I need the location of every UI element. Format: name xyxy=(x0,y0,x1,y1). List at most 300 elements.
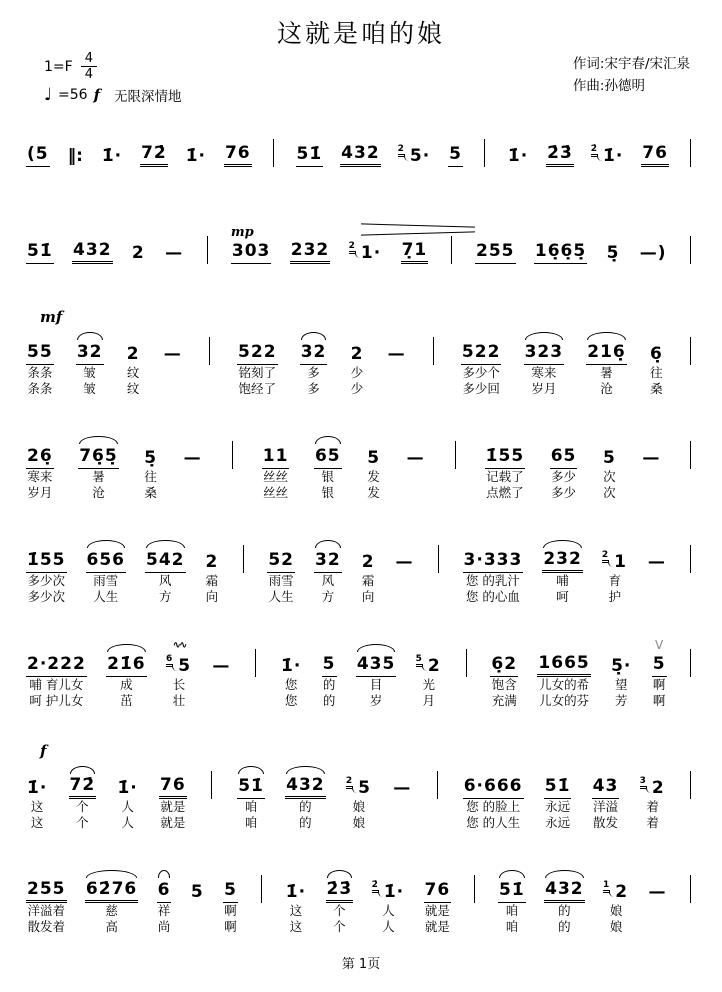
note-group: 5 xyxy=(448,145,463,167)
slur-arc xyxy=(158,870,171,878)
bar-line xyxy=(447,225,457,264)
note-cell xyxy=(387,326,407,397)
note-group: 52 xyxy=(267,551,295,573)
lyric-line-2: 充满 xyxy=(491,693,517,708)
duration-dash: — xyxy=(393,778,412,798)
note-cell xyxy=(652,638,667,709)
note-cell xyxy=(322,638,337,709)
note-cell xyxy=(401,225,429,264)
staff-row xyxy=(26,638,696,709)
lyric-line-1: 望 xyxy=(614,677,628,692)
note-cell xyxy=(290,225,331,264)
note-group: 51̇ xyxy=(544,777,572,799)
note-group: 5 xyxy=(190,882,204,902)
bar-line xyxy=(686,534,696,605)
note-cell xyxy=(366,430,381,501)
lyric-line-1: 银 xyxy=(321,469,335,484)
note-group: 5 xyxy=(358,778,371,798)
note-cell xyxy=(498,864,526,935)
lyric-line-1: 丝丝 xyxy=(263,469,289,484)
note-cell xyxy=(72,225,113,264)
lyric-line-1: 目 xyxy=(369,677,383,692)
note-group: 5̣ xyxy=(606,243,620,263)
key-signature: 1=F xyxy=(44,58,73,75)
note-cell xyxy=(67,128,84,167)
note-group: 1̇· xyxy=(185,146,206,166)
note-group: 303 xyxy=(231,242,272,264)
note-group: 216̣ xyxy=(586,343,627,365)
lyric-line-2: 发 xyxy=(367,485,380,500)
slur-arc xyxy=(525,332,564,340)
slur-arc xyxy=(315,540,341,548)
note-cell xyxy=(224,128,252,167)
lyric-line-2: 啊 xyxy=(224,919,237,934)
lyric-line-1: 哺 xyxy=(556,573,569,588)
lyric-line-1: 记载了 xyxy=(486,469,524,484)
bar-line xyxy=(205,326,215,397)
note-cell xyxy=(296,128,324,167)
lyric-line-2: 您 的人生 xyxy=(466,815,521,830)
note-cell xyxy=(448,128,463,167)
lyric-line-2: 桑 xyxy=(144,485,157,500)
lyric-line-1: 祥 xyxy=(157,903,171,918)
song-title: 这就是咱的娘 xyxy=(276,19,445,48)
bar-line-mark xyxy=(690,337,691,365)
lyric-line-1: 咱 xyxy=(505,903,519,918)
bar-line-mark xyxy=(438,545,439,573)
bar-line xyxy=(429,326,439,397)
note-cell xyxy=(602,430,617,501)
lyric-line-2: 沧 xyxy=(600,381,613,396)
note-cell xyxy=(361,534,376,605)
lyric-line-2: 这 xyxy=(30,815,44,830)
note-group: 43 xyxy=(592,777,620,799)
staff-row xyxy=(26,760,696,831)
slur-arc xyxy=(301,332,327,340)
lyric-line-1: 您 的乳汁 xyxy=(465,573,520,588)
bar-line-mark xyxy=(690,875,691,903)
bar-line xyxy=(686,326,696,397)
note-cell xyxy=(164,225,184,264)
note-cell xyxy=(490,638,518,709)
lyric-line-2: 少 xyxy=(350,381,364,396)
bar-line xyxy=(269,128,279,167)
note-group: 72̇ xyxy=(69,776,97,799)
note-group: 1 xyxy=(614,552,627,572)
duration-dash: — xyxy=(648,882,667,902)
note-cell xyxy=(211,638,231,709)
note-cell xyxy=(507,128,529,167)
lyric-line-2: 皱 xyxy=(83,381,96,396)
note-cell xyxy=(537,638,590,709)
lyric-line-1: 次 xyxy=(603,469,616,484)
note-cell xyxy=(143,430,158,501)
lyric-line-1: 啊 xyxy=(652,677,666,692)
bar-line xyxy=(207,760,217,831)
note-group: 1̇· xyxy=(383,882,405,902)
note-cell xyxy=(223,864,238,935)
grace-note: 3 xyxy=(640,777,646,789)
bar-line xyxy=(686,430,696,501)
note-cell xyxy=(372,864,406,935)
slur-arc xyxy=(86,870,137,878)
slur-arc xyxy=(238,766,264,774)
lyric-line-2: 呵 护儿女 xyxy=(29,693,84,708)
lyric-line-1: 寒来 xyxy=(531,365,557,380)
lyric-line-2: 多少 xyxy=(551,485,577,500)
bar-line-mark xyxy=(273,139,274,167)
note-cell xyxy=(340,128,381,167)
note-cell xyxy=(78,430,119,501)
note-cell xyxy=(76,326,104,397)
lyric-line-2: 尚 xyxy=(157,919,171,934)
bar-line xyxy=(238,534,248,605)
note-group: 5 xyxy=(367,448,381,468)
lyric-line-2: 丝丝 xyxy=(263,485,289,500)
lyric-line-2: 壮 xyxy=(172,693,186,708)
bar-line-mark xyxy=(211,771,212,799)
bar-line-mark xyxy=(437,771,438,799)
duration-dash: — xyxy=(395,552,414,572)
dynamic-mark: f xyxy=(40,742,47,760)
duration-dash: — xyxy=(642,448,661,468)
note-group: 62̇76 xyxy=(85,880,138,903)
note-cell xyxy=(640,760,666,831)
slur-arc xyxy=(146,540,185,548)
lyric-line-2: 啊 xyxy=(652,693,666,708)
slur-arc xyxy=(87,540,126,548)
note-group: 7̣1 xyxy=(401,241,429,264)
lyric-line-1: 雨雪 xyxy=(93,573,119,588)
note-cell xyxy=(592,760,620,831)
note-cell xyxy=(26,864,67,935)
bar-line xyxy=(686,864,696,935)
music-system xyxy=(26,308,696,397)
expression-text: 无限深情地 xyxy=(114,89,182,105)
lyric-line-1: 啊 xyxy=(224,903,237,918)
note-cell xyxy=(85,864,138,935)
note-cell xyxy=(166,638,192,709)
slur-arc xyxy=(327,870,353,878)
note-group: 232 xyxy=(542,550,583,573)
note-group: 2 xyxy=(126,344,140,364)
lyric-line-2: 呵 xyxy=(556,589,569,604)
note-cell xyxy=(475,225,516,264)
lyric-line-1: 这 xyxy=(30,799,44,814)
note-cell xyxy=(106,638,147,709)
note-cell xyxy=(163,326,183,397)
note-cell xyxy=(424,864,452,935)
lyric-line-2: 儿女的芬 xyxy=(539,693,590,708)
bar-line-mark xyxy=(690,236,691,264)
lyric-line-2: 的 xyxy=(299,815,312,830)
note-cell xyxy=(602,534,628,605)
note-group: 6̣2 xyxy=(490,655,518,677)
lyric-line-1: 暑 xyxy=(92,469,105,484)
note-group: 2 xyxy=(651,778,665,798)
note-cell xyxy=(349,225,383,264)
note-group: 2·222 xyxy=(26,655,87,677)
page-number: 第 1页 xyxy=(341,957,381,972)
lyric-line-2: 纹 xyxy=(126,381,140,396)
slur-arc xyxy=(315,436,341,444)
bar-line-mark xyxy=(474,875,475,903)
lyric-line-2: 岁月 xyxy=(27,485,53,500)
note-group: 6 xyxy=(157,881,172,903)
lyricist-credit: 作词:宋宇春/宋汇泉 xyxy=(572,56,690,72)
lyric-line-2: 岁月 xyxy=(531,381,557,396)
note-group: 65 xyxy=(314,447,342,469)
note-cell xyxy=(26,128,50,167)
grace-note: 2̇ xyxy=(591,145,597,157)
slur-arc xyxy=(587,332,626,340)
lyric-line-2: 饱经了 xyxy=(238,381,277,396)
key-tempo-block xyxy=(44,52,182,105)
lyric-line-2: 散发着 xyxy=(27,919,65,934)
note-group: 232 xyxy=(290,241,331,264)
note-cell xyxy=(159,760,187,831)
lyric-line-2: 散发 xyxy=(593,815,619,830)
note-group: 51̇ xyxy=(498,881,526,903)
note-cell xyxy=(237,760,265,831)
staff-row xyxy=(26,225,696,264)
note-group: 5 xyxy=(223,881,238,903)
lyric-line-2: 沧 xyxy=(92,485,105,500)
grace-note: 2 xyxy=(346,777,352,789)
lyric-line-2: 的 xyxy=(558,919,571,934)
bar-line-mark xyxy=(209,337,210,365)
lyric-line-1: 往 xyxy=(144,469,157,484)
repeat-sign: ‖: xyxy=(67,146,83,166)
lyric-line-2: 个 xyxy=(333,919,346,934)
note-cell xyxy=(546,128,574,167)
note-cell xyxy=(542,534,583,605)
slur-arc xyxy=(77,332,103,340)
bar-line xyxy=(256,864,266,935)
note-cell xyxy=(641,430,661,501)
lyric-line-1: 霜 xyxy=(361,573,375,588)
note-group: 5 xyxy=(602,448,616,468)
lyric-line-2: 人 xyxy=(121,815,134,830)
note-cell xyxy=(26,225,54,264)
lyric-line-1: 就是 xyxy=(424,903,450,918)
slur-arc xyxy=(499,870,525,878)
note-cell xyxy=(356,638,397,709)
bar-line xyxy=(203,225,213,264)
lyric-line-1: 霜 xyxy=(205,573,219,588)
note-group: 435 xyxy=(356,655,397,677)
lyric-line-2: 方 xyxy=(158,589,172,604)
note-cell xyxy=(326,864,354,935)
lyric-line-2: 人 xyxy=(382,919,395,934)
grace-note: 5 xyxy=(416,655,422,667)
note-cell xyxy=(285,864,307,935)
lyric-line-1: 寒来 xyxy=(27,469,53,484)
bar-line-mark xyxy=(433,337,434,365)
lyric-line-2: 着 xyxy=(646,815,659,830)
quarter-note-icon: ♩ xyxy=(44,85,53,105)
bar-line xyxy=(432,760,442,831)
lyric-line-1: 发 xyxy=(367,469,380,484)
note-group: 32 xyxy=(300,343,328,365)
lyric-line-1: 儿女的希 xyxy=(539,677,590,692)
note-cell xyxy=(267,534,295,605)
note-cell xyxy=(190,864,205,935)
note-cell xyxy=(648,864,668,935)
bar-line-mark xyxy=(690,545,691,573)
note-group: 2 xyxy=(131,243,145,263)
time-signature-numerator: 4 xyxy=(81,52,97,67)
note-group: 6·666 xyxy=(463,777,524,799)
note-cell xyxy=(647,534,667,605)
note-cell xyxy=(140,128,168,167)
note-cell xyxy=(185,128,207,167)
bar-line-mark xyxy=(455,441,456,469)
note-group: 32 xyxy=(76,343,104,365)
note-group: 2 xyxy=(615,882,629,902)
note-group: 432 xyxy=(285,776,326,799)
note-cell xyxy=(131,225,146,264)
note-cell xyxy=(524,326,565,397)
note-cell xyxy=(463,760,524,831)
lyric-line-1: 永远 xyxy=(545,799,571,814)
note-group: 2 xyxy=(205,552,219,572)
note-group: 2 xyxy=(361,552,375,572)
note-group: 32 xyxy=(314,551,342,573)
bar-line-mark xyxy=(690,649,691,677)
note-group: 1̇· xyxy=(117,778,138,798)
note-group: 6̣ xyxy=(649,344,663,364)
note-group: 2 xyxy=(427,656,441,676)
note-cell xyxy=(544,760,572,831)
lyric-line-1: 雨雪 xyxy=(268,573,294,588)
bar-line-mark xyxy=(690,771,691,799)
lyric-line-1: 洋溢着 xyxy=(27,903,65,918)
note-group: 255 xyxy=(475,242,516,264)
composer-credit: 作曲:孙德明 xyxy=(572,77,645,94)
lyric-line-2: 方 xyxy=(321,589,335,604)
lyric-line-1: 这 xyxy=(289,903,303,918)
note-group: 76 xyxy=(159,776,187,799)
note-group: 76 xyxy=(424,881,452,903)
lyric-line-1: 饱含 xyxy=(491,677,517,692)
lyric-line-1: 多少 xyxy=(551,469,577,484)
note-group: 5· xyxy=(409,146,431,166)
note-cell xyxy=(461,326,502,397)
bar-line-mark xyxy=(207,236,208,264)
lyric-line-1: 个 xyxy=(76,799,89,814)
lyric-line-1: 长 xyxy=(172,677,186,692)
note-group: 72̇ xyxy=(140,144,168,167)
lyric-line-1: 娘 xyxy=(352,799,366,814)
tempo-value: =56 xyxy=(58,87,88,103)
bar-line xyxy=(686,128,696,167)
lyric-line-2: 多少回 xyxy=(462,381,500,396)
note-cell xyxy=(69,760,97,831)
note-cell xyxy=(26,430,54,501)
lyric-line-1: 的 xyxy=(299,799,312,814)
bar-line-mark xyxy=(484,139,485,167)
lyric-line-2: 您 的心血 xyxy=(465,589,520,604)
mordent-ornament: ∿∿ xyxy=(172,640,186,651)
note-cell xyxy=(157,864,172,935)
note-group: 51̇ xyxy=(237,777,265,799)
note-cell xyxy=(606,225,621,264)
duration-dash: — xyxy=(163,344,182,364)
note-group: 65 xyxy=(550,447,578,469)
note-group: 5̣· xyxy=(611,656,632,676)
note-cell xyxy=(26,326,54,397)
note-cell xyxy=(205,534,220,605)
lyric-line-2: 永远 xyxy=(545,815,571,830)
lyric-line-1: 娘 xyxy=(609,903,623,918)
staff-row xyxy=(26,128,696,167)
music-system xyxy=(26,534,696,605)
note-cell xyxy=(398,128,432,167)
grace-note: 2 xyxy=(349,242,355,254)
lyric-line-1: 多少个 xyxy=(462,365,500,380)
lyric-line-1: 着 xyxy=(646,799,659,814)
note-group: 432 xyxy=(544,880,585,903)
note-cell xyxy=(116,760,138,831)
lyric-line-2: 多少次 xyxy=(27,589,65,604)
note-group: 26̣ xyxy=(26,447,54,469)
note-group: 522 xyxy=(237,343,278,365)
note-group: 1̇· xyxy=(603,146,624,166)
lyric-line-1: 的 xyxy=(558,903,571,918)
note-cell xyxy=(314,534,342,605)
music-system xyxy=(26,430,696,501)
lyric-line-2: 多 xyxy=(307,381,320,396)
lyric-line-2: 的 xyxy=(322,693,336,708)
slur-arc xyxy=(545,870,584,878)
note-cell xyxy=(280,638,302,709)
bar-line xyxy=(251,638,261,709)
bar-line-mark xyxy=(690,441,691,469)
note-group: 323 xyxy=(524,343,565,365)
lyric-line-1: 慈 xyxy=(105,903,118,918)
lyric-line-2: 就是 xyxy=(160,815,186,830)
note-cell xyxy=(231,225,272,264)
lyric-line-1: 咱 xyxy=(244,799,258,814)
note-group: 432 xyxy=(72,241,113,264)
note-group: 432 xyxy=(340,144,381,167)
bar-line xyxy=(450,430,460,501)
dynamic-mark-mp: mp xyxy=(230,225,254,240)
slur-arc xyxy=(70,766,96,774)
grace-note: 2̇ xyxy=(372,881,378,893)
note-cell xyxy=(406,430,426,501)
duration-dash: — xyxy=(406,448,425,468)
note-group: 3·333 xyxy=(463,551,524,573)
bar-line xyxy=(686,760,696,831)
note-cell xyxy=(395,534,415,605)
lyric-line-2: 月 xyxy=(422,693,435,708)
note-group: 1̇55 xyxy=(485,447,526,469)
music-system xyxy=(26,864,696,935)
lyric-line-2: 条条 xyxy=(27,381,53,396)
note-cell xyxy=(26,534,67,605)
lyric-line-1: 个 xyxy=(333,903,346,918)
lyric-line-1: 多少次 xyxy=(27,573,65,588)
lyric-line-1: 您 xyxy=(284,677,298,692)
note-group: 11 xyxy=(262,447,290,469)
note-group: 16̣6̣5̣ xyxy=(534,242,587,264)
bar-line-mark xyxy=(466,649,467,677)
note-group: 76 xyxy=(224,144,252,167)
note-group: 5 xyxy=(178,656,192,676)
bar-line-mark xyxy=(451,236,452,264)
